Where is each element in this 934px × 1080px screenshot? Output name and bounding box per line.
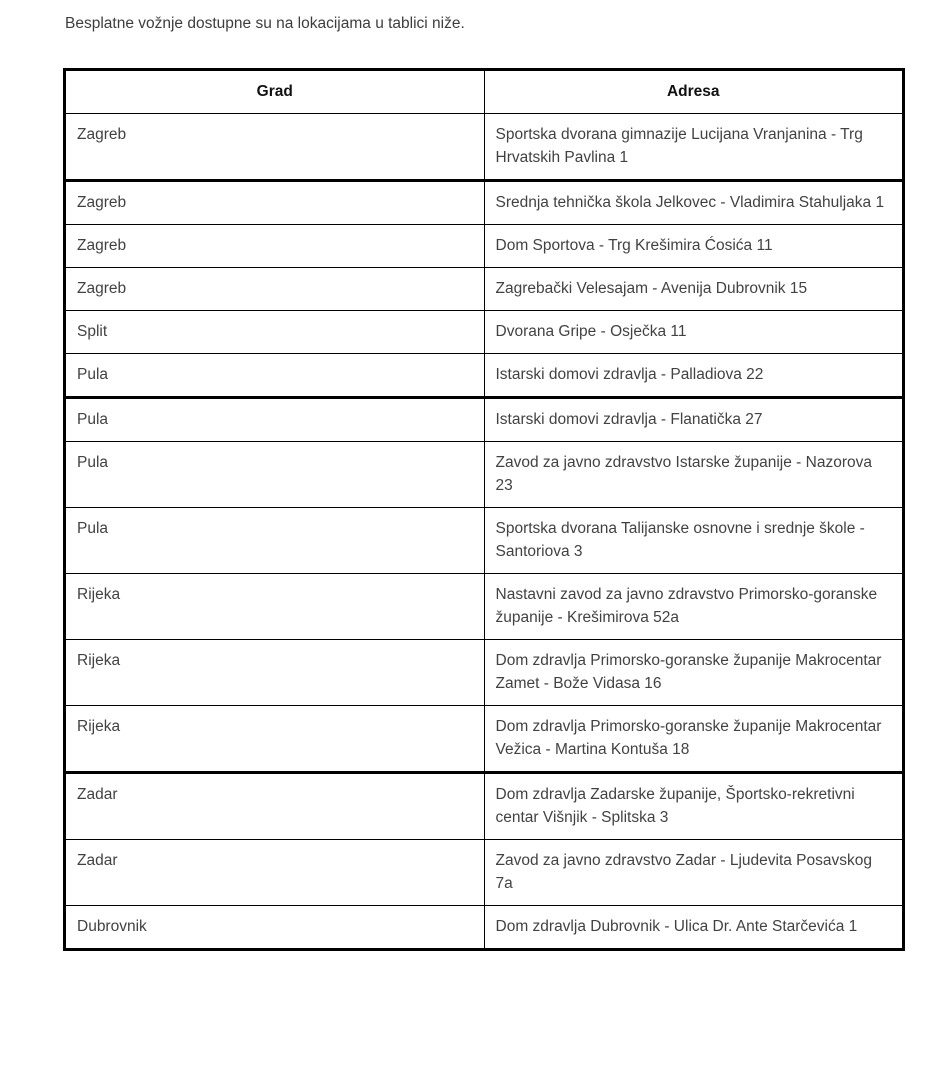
adresa-cell: Dom zdravlja Primorsko-goranske županije Makrocentar Zamet - Bože Vidasa 16: [484, 640, 904, 706]
table-row: [65, 773, 904, 840]
table-body: [65, 114, 904, 950]
adresa-cell: Zagrebački Velesajam - Avenija Dubrovnik 15: [484, 268, 904, 311]
grad-cell: Pula: [65, 442, 485, 508]
table-row: [65, 442, 904, 508]
table-row: [65, 181, 904, 225]
grad-cell: Dubrovnik: [65, 906, 485, 950]
table-row: [65, 574, 904, 640]
grad-cell: Split: [65, 311, 485, 354]
column-header-adresa: Adresa: [484, 70, 904, 114]
adresa-cell: Nastavni zavod za javno zdravstvo Primorsko-goranske županije - Krešimirova 52a: [484, 574, 904, 640]
table-row: [65, 311, 904, 354]
grad-cell: Rijeka: [65, 640, 485, 706]
grad-cell: Zadar: [65, 840, 485, 906]
table-row: [65, 114, 904, 181]
table-row: [65, 906, 904, 950]
table-row: [65, 840, 904, 906]
table-row: [65, 640, 904, 706]
locations-table: [63, 68, 905, 951]
adresa-cell: Dom zdravlja Dubrovnik - Ulica Dr. Ante Starčevića 1: [484, 906, 904, 950]
table-row: [65, 398, 904, 442]
table-row: [65, 225, 904, 268]
adresa-cell: Sportska dvorana Talijanske osnovne i srednje škole - Santoriova 3: [484, 508, 904, 574]
intro-text: Besplatne vožnje dostupne su na lokacijama u tablici niže.: [65, 15, 465, 32]
grad-cell: Zadar: [65, 773, 485, 840]
grad-cell: Zagreb: [65, 114, 485, 181]
grad-cell: Zagreb: [65, 225, 485, 268]
adresa-cell: Srednja tehnička škola Jelkovec - Vladimira Stahuljaka 1: [484, 181, 904, 225]
grad-cell: Rijeka: [65, 574, 485, 640]
adresa-cell: Istarski domovi zdravlja - Palladiova 22: [484, 354, 904, 398]
grad-cell: Zagreb: [65, 181, 485, 225]
adresa-cell: Zavod za javno zdravstvo Zadar - Ljudevita Posavskog 7a: [484, 840, 904, 906]
table-row: [65, 268, 904, 311]
adresa-cell: Zavod za javno zdravstvo Istarske županije - Nazorova 23: [484, 442, 904, 508]
grad-cell: Zagreb: [65, 268, 485, 311]
table-header: [65, 70, 904, 114]
adresa-cell: Istarski domovi zdravlja - Flanatička 27: [484, 398, 904, 442]
column-header-grad: Grad: [65, 70, 485, 114]
grad-cell: Pula: [65, 354, 485, 398]
header-row: [65, 70, 904, 114]
adresa-cell: Sportska dvorana gimnazije Lucijana Vranjanina - Trg Hrvatskih Pavlina 1: [484, 114, 904, 181]
adresa-cell: Dom zdravlja Zadarske županije, Športsko-rekretivni centar Višnjik - Splitska 3: [484, 773, 904, 840]
table-row: [65, 508, 904, 574]
adresa-cell: Dom zdravlja Primorsko-goranske županije Makrocentar Vežica - Martina Kontuša 18: [484, 706, 904, 773]
adresa-cell: Dom Sportova - Trg Krešimira Ćosića 11: [484, 225, 904, 268]
table-row: [65, 354, 904, 398]
grad-cell: Pula: [65, 508, 485, 574]
grad-cell: Rijeka: [65, 706, 485, 773]
grad-cell: Pula: [65, 398, 485, 442]
table-row: [65, 706, 904, 773]
adresa-cell: Dvorana Gripe - Osječka 11: [484, 311, 904, 354]
